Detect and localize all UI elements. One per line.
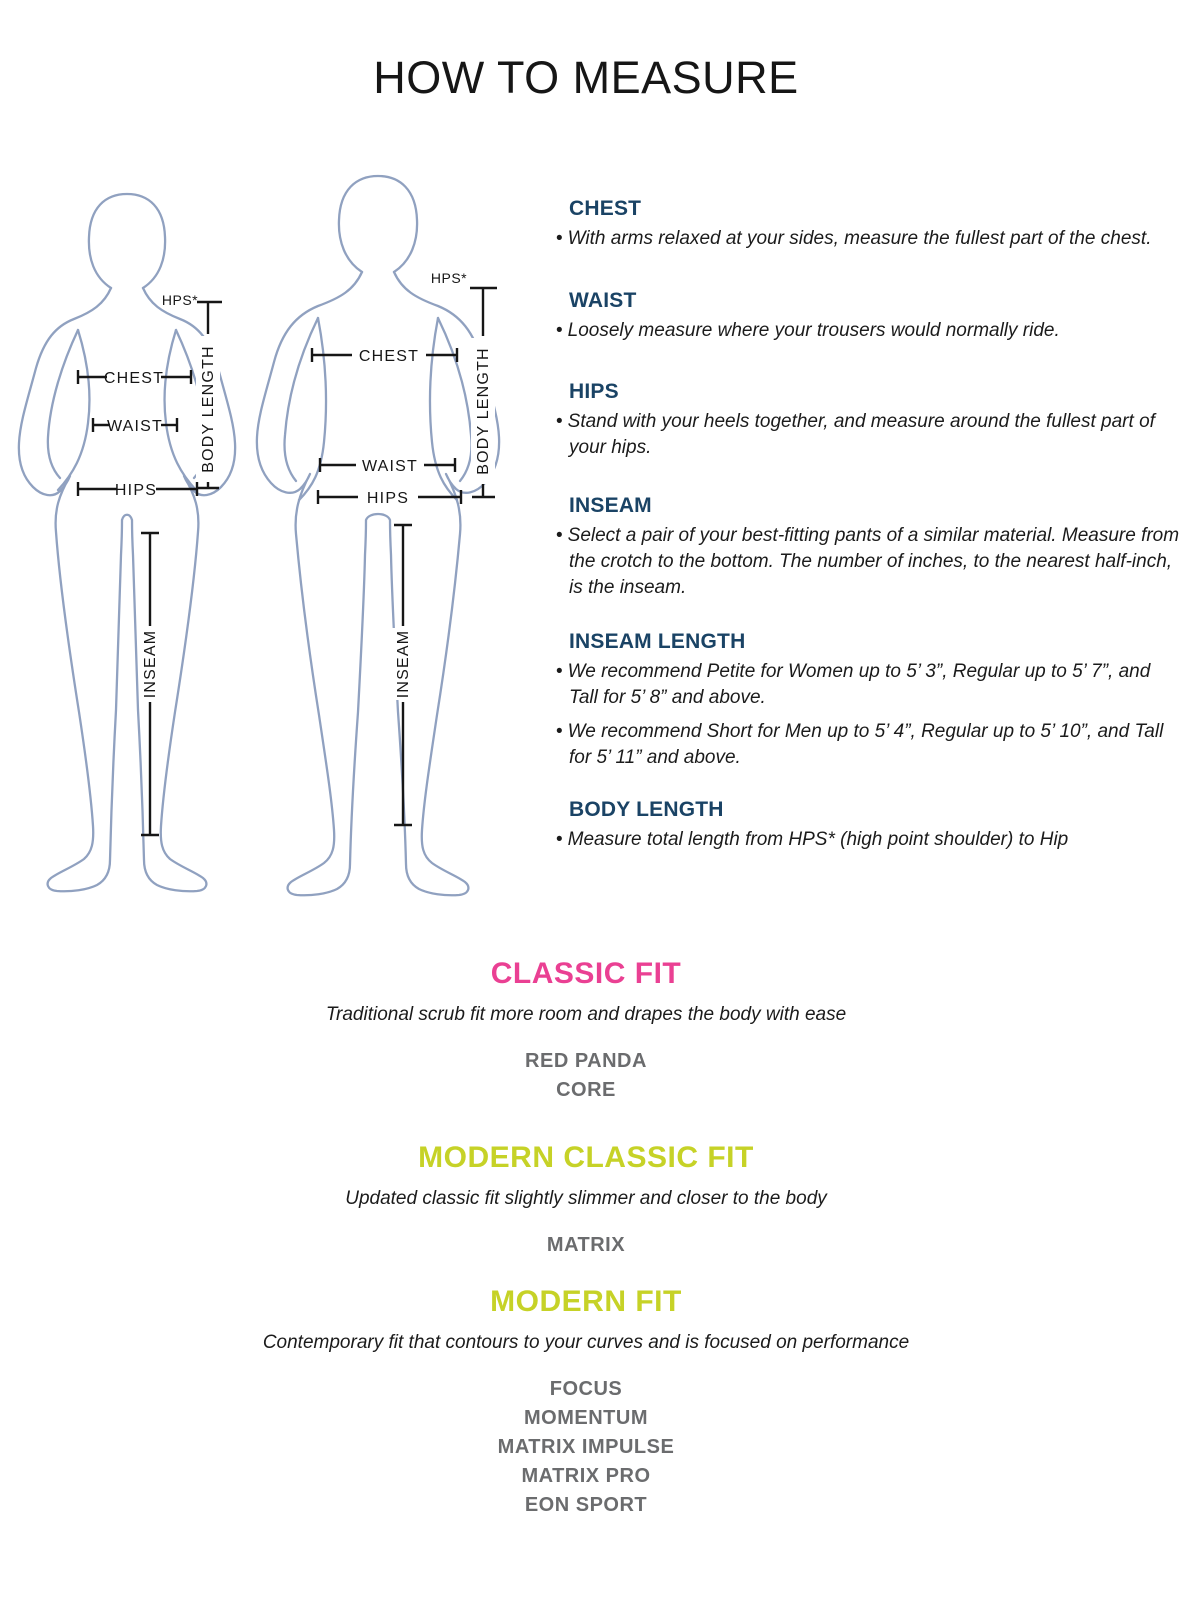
fit-section-classic <box>0 956 1172 1105</box>
male-hps-label: HPS* <box>430 270 468 286</box>
male-bodylength-label: BODY LENGTH <box>475 347 492 475</box>
bullet-text: We recommend Petite for Women up to 5’ 3”, Regular up to 5’ 7”, and Tall for 5’ 8” and above. <box>567 661 1151 708</box>
measure-heading-body-length: BODY LENGTH <box>569 798 724 821</box>
male-head-outline <box>339 176 417 272</box>
measure-heading-chest: CHEST <box>569 197 642 220</box>
measure-bullet <box>556 226 1184 252</box>
female-inseam-label: INSEAM <box>142 629 159 699</box>
fit-description: Updated classic fit slightly slimmer and closer to the body <box>345 1188 827 1209</box>
bullet-dot: • <box>556 320 563 341</box>
fit-product: MATRIX <box>546 1234 626 1256</box>
bullet-text: Stand with your heels together, and measure around the fullest part of your hips. <box>567 411 1155 458</box>
fit-product: RED PANDA <box>525 1050 647 1072</box>
measure-heading-inseam-length: INSEAM LENGTH <box>569 630 746 653</box>
bullet-dot: • <box>556 228 563 249</box>
bullet-dot: • <box>556 411 563 432</box>
male-torso-left-line <box>299 318 326 500</box>
male-chest-label: CHEST <box>358 348 420 365</box>
fit-product-list <box>0 1231 1172 1260</box>
male-arm-right-inner-line <box>438 318 472 481</box>
measure-bullet <box>556 719 1184 771</box>
female-bodylength-label: BODY LENGTH <box>200 345 217 473</box>
male-measurements <box>312 270 497 825</box>
bullet-text: Measure total length from HPS* (high point shoulder) to Hip <box>567 829 1069 850</box>
bullet-text: With arms relaxed at your sides, measure the fullest part of the chest. <box>567 228 1152 249</box>
fit-description: Traditional scrub fit more room and drapes the body with ease <box>325 1004 847 1025</box>
female-torso-right-line <box>164 330 196 490</box>
female-hips-label: HIPS <box>114 482 158 499</box>
bullet-text: Loosely measure where your trousers would normally ride. <box>567 320 1060 341</box>
bullet-text: Select a pair of your best-fitting pants of a similar material. Measure from the crotch to the bottom. The number of inches, to the nearest half-inch, is the inseam. <box>567 525 1180 598</box>
fit-product: MATRIX IMPULSE <box>497 1436 675 1458</box>
measure-section-waist <box>556 288 1184 344</box>
measure-section-inseam <box>556 493 1184 601</box>
measure-heading-waist: WAIST <box>569 289 637 312</box>
fit-section-modern-classic <box>0 1140 1172 1260</box>
fit-product-list <box>0 1047 1172 1105</box>
bullet-text: We recommend Short for Men up to 5’ 4”, Regular up to 5’ 10”, and Tall for 5’ 11” and above. <box>567 721 1164 768</box>
female-torso-left-line <box>58 330 90 490</box>
male-arm-left-inner-line <box>284 318 318 481</box>
male-body-outline <box>257 272 499 895</box>
fit-product: FOCUS <box>549 1378 623 1400</box>
measure-bullet <box>556 659 1184 711</box>
fit-product: MOMENTUM <box>524 1407 648 1429</box>
measure-section-body-length <box>556 797 1184 853</box>
fit-product-list <box>0 1375 1172 1520</box>
measure-bullet <box>556 409 1184 461</box>
fit-product: CORE <box>556 1079 616 1101</box>
male-waist-label: WAIST <box>361 458 419 475</box>
fit-sections <box>0 956 1172 1520</box>
fit-heading-modern-classic: MODERN CLASSIC FIT <box>418 1141 754 1174</box>
fit-description: Contemporary fit that contours to your curves and is focused on performance <box>262 1332 910 1353</box>
measure-section-hips <box>556 379 1184 461</box>
female-waist-label: WAIST <box>106 418 164 435</box>
bullet-dot: • <box>556 661 563 682</box>
measurement-diagram <box>0 140 560 900</box>
male-inseam-label: INSEAM <box>395 629 412 699</box>
female-figure <box>19 194 235 891</box>
male-torso-right-line <box>430 318 457 500</box>
bullet-dot: • <box>556 525 563 546</box>
female-chest-label: CHEST <box>103 370 165 387</box>
fit-section-modern <box>0 1284 1172 1520</box>
fit-heading-classic: CLASSIC FIT <box>490 957 682 990</box>
measurement-diagram-svg <box>0 140 560 900</box>
measure-heading-hips: HIPS <box>569 380 619 403</box>
fit-product: EON SPORT <box>524 1494 648 1516</box>
female-head-outline <box>89 194 165 288</box>
bullet-dot: • <box>556 829 563 850</box>
fit-heading-modern: MODERN FIT <box>490 1285 682 1318</box>
measure-section-chest <box>556 196 1184 252</box>
measure-bullet <box>556 827 1184 853</box>
female-measurements <box>78 292 222 835</box>
female-hps-label: HPS* <box>161 292 199 308</box>
page-title: HOW TO MEASURE <box>373 52 799 103</box>
measure-bullet <box>556 523 1184 601</box>
measure-heading-inseam: INSEAM <box>569 494 652 517</box>
measure-instructions <box>556 196 1184 853</box>
measure-section-inseam-length <box>556 629 1184 771</box>
fit-product: MATRIX PRO <box>521 1465 651 1487</box>
male-hips-label: HIPS <box>366 490 410 507</box>
bullet-dot: • <box>556 721 563 742</box>
female-arm-left-inner-line <box>48 330 78 478</box>
measure-bullet <box>556 318 1184 344</box>
